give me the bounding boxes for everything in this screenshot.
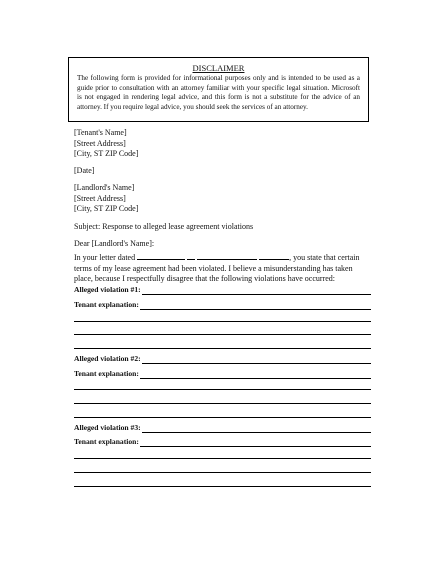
body-text-end: , you state that certain terms of my lease agreement had been violated. I believe a misunderstanding has taken place, because I respectfully disagree that the following violations have occurred: xyxy=(74,253,360,283)
subject-text: Subject: Response to alleged lease agreement violations xyxy=(74,222,254,231)
explanation-1-field[interactable] xyxy=(140,301,371,310)
explanation-3-row xyxy=(74,437,371,447)
date-line xyxy=(74,166,94,177)
landlord-city: [City, ST ZIP Code] xyxy=(74,204,139,213)
explanation-2-line[interactable] xyxy=(74,417,371,418)
salutation xyxy=(74,239,154,250)
body-paragraph xyxy=(74,251,370,285)
tenant-street: [Street Address] xyxy=(74,138,126,148)
violation-2-row xyxy=(74,354,371,364)
letter-date-blank-2[interactable] xyxy=(187,251,195,260)
explanation-3-field[interactable] xyxy=(140,438,371,447)
violation-1-label: Alleged violation #1: xyxy=(74,285,141,294)
letter-date-blank-4[interactable] xyxy=(259,251,289,260)
body-text-start: In your letter dated xyxy=(74,253,136,262)
explanation-3-label: Tenant explanation: xyxy=(74,437,139,446)
landlord-street: [Street Address] xyxy=(74,193,126,203)
tenant-name: [Tenant's Name] xyxy=(74,128,127,137)
explanation-1-line[interactable] xyxy=(74,334,371,335)
explanation-2-line[interactable] xyxy=(74,389,371,390)
letter-date-blank-3[interactable] xyxy=(197,251,257,260)
letter-date: [Date] xyxy=(74,166,95,175)
tenant-address-block xyxy=(74,128,138,160)
violation-3-field[interactable] xyxy=(142,424,371,433)
landlord-name: [Landlord's Name] xyxy=(74,183,135,192)
violation-1-row xyxy=(74,285,371,295)
explanation-2-field[interactable] xyxy=(140,370,371,379)
violation-3-label: Alleged violation #3: xyxy=(74,423,141,432)
subject-line xyxy=(74,222,253,233)
landlord-address-block xyxy=(74,183,138,215)
explanation-1-label: Tenant explanation: xyxy=(74,300,139,309)
explanation-1-line[interactable] xyxy=(74,321,371,322)
explanation-1-line[interactable] xyxy=(74,348,371,349)
violation-1-field[interactable] xyxy=(142,286,371,295)
letter-date-blank[interactable] xyxy=(137,251,185,260)
explanation-3-line[interactable] xyxy=(74,472,371,473)
explanation-3-line[interactable] xyxy=(74,458,371,459)
disclaimer-text: The following form is provided for informational purposes only and is intended to be used as a guide prior to consultation with an attorney familiar with your specific legal situation. Microsoft is not engaged in rendering legal advice, and this form is not a substitute for the advice of an attorney. If you require legal advice, you should seek the services of an attorney. xyxy=(77,74,360,111)
disclaimer-title: DISCLAIMER xyxy=(192,63,245,73)
violation-3-row xyxy=(74,423,371,433)
explanation-2-line[interactable] xyxy=(74,403,371,404)
explanation-2-row xyxy=(74,369,371,379)
explanation-3-line[interactable] xyxy=(74,486,371,487)
violation-2-label: Alleged violation #2: xyxy=(74,354,141,363)
tenant-city: [City, ST ZIP Code] xyxy=(74,149,139,158)
salutation-text: Dear [Landlord's Name]: xyxy=(74,239,155,248)
explanation-1-row xyxy=(74,300,371,310)
disclaimer-box xyxy=(68,57,369,122)
violation-2-field[interactable] xyxy=(142,355,371,364)
explanation-2-label: Tenant explanation: xyxy=(74,369,139,378)
